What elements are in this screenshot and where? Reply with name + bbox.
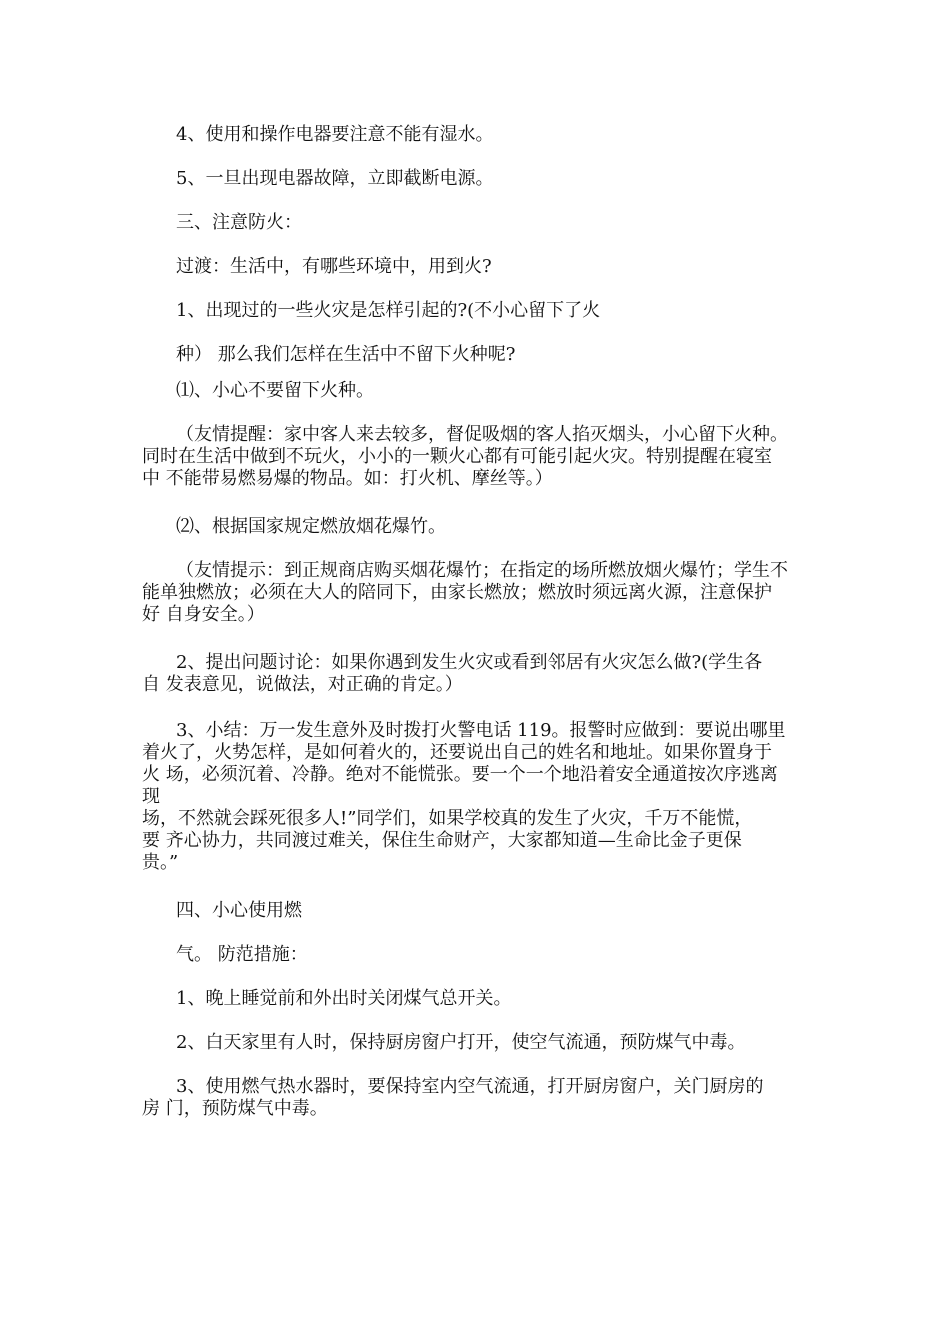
paragraph-line: 同时在生活中做到不玩火，小小的一颗火心都有可能引起火灾。特别提醒在寝室 (142, 446, 772, 467)
sub-item-1: ⑴、小心不要留下火种。 (176, 380, 374, 401)
friendly-reminder-paragraph (142, 424, 810, 490)
summary-paragraph (142, 720, 810, 874)
paragraph-line: 贵。” (142, 852, 179, 873)
measure-3-paragraph (142, 1076, 810, 1120)
sub-item-2: ⑵、根据国家规定燃放烟花爆竹。 (176, 516, 446, 537)
question-1-line-a: 1、出现过的一些火灾是怎样引起的?(不小心留下了火 (176, 300, 601, 321)
paragraph-line: 火 场，必须沉着、冷静。绝对不能慌张。要一个一个地沿着安全通道按次序逃离 (142, 764, 778, 785)
paragraph-line: 2、提出问题讨论：如果你遇到发生火灾或看到邻居有火灾怎么做?(学生各 (176, 652, 763, 673)
paragraph-line: 场，不然就会踩死很多人!”同学们，如果学校真的发生了火灾，千万不能慌， (142, 808, 753, 829)
paragraph-line: 现 (142, 786, 160, 807)
measure-2: 2、白天家里有人时，保持厨房窗户打开，使空气流通，预防煤气中毒。 (176, 1032, 746, 1053)
paragraph-line: （友情提示：到正规商店购买烟花爆竹；在指定的场所燃放烟火爆竹；学生不 (176, 560, 788, 581)
paragraph-line: 能单独燃放；必须在大人的陪同下，由家长燃放；燃放时须远离火源，注意保护 (142, 582, 772, 603)
section-4-heading: 四、小心使用燃 (176, 900, 302, 921)
section-3-heading: 三、注意防火： (176, 212, 302, 233)
paragraph-line: 好 自身安全。） (142, 604, 265, 625)
paragraph-line: 房 门，预防煤气中毒。 (142, 1098, 328, 1119)
friendly-tip-paragraph (142, 560, 810, 626)
paragraph-line: 中 不能带易燃易爆的物品。如：打火机、摩丝等。） (142, 468, 553, 489)
paragraph-line: 着火了，火势怎样，是如何着火的，还要说出自己的姓名和地址。如果你置身于 (142, 742, 772, 763)
paragraph-line: （友情提醒：家中客人来去较多，督促吸烟的客人掐灭烟头，小心留下火种。 (176, 424, 788, 445)
transition-line: 过渡：生活中，有哪些环境中，用到火? (176, 256, 492, 277)
paragraph-line: 3、小结：万一发生意外及时拨打火警电话 119。报警时应做到：要说出哪里 (176, 720, 786, 741)
measure-1: 1、晚上睡觉前和外出时关闭煤气总开关。 (176, 988, 512, 1009)
question-1-line-b: 种） 那么我们怎样在生活中不留下火种呢? (176, 344, 516, 365)
item-5-cut-power: 5、一旦出现电器故障，立即截断电源。 (176, 168, 494, 189)
paragraph-line: 要 齐心协力，共同渡过难关，保住生命财产，大家都知道—生命比金子更保 (142, 830, 742, 851)
prevention-measures-line: 气。 防范措施： (176, 944, 308, 965)
paragraph-line: 3、使用燃气热水器时，要保持室内空气流通，打开厨房窗户，关门厨房的 (176, 1076, 764, 1097)
discussion-paragraph (142, 652, 810, 696)
paragraph-line: 自 发表意见，说做法，对正确的肯定。） (142, 674, 463, 695)
item-4-electrical-water: 4、使用和操作电器要注意不能有湿水。 (176, 124, 494, 145)
